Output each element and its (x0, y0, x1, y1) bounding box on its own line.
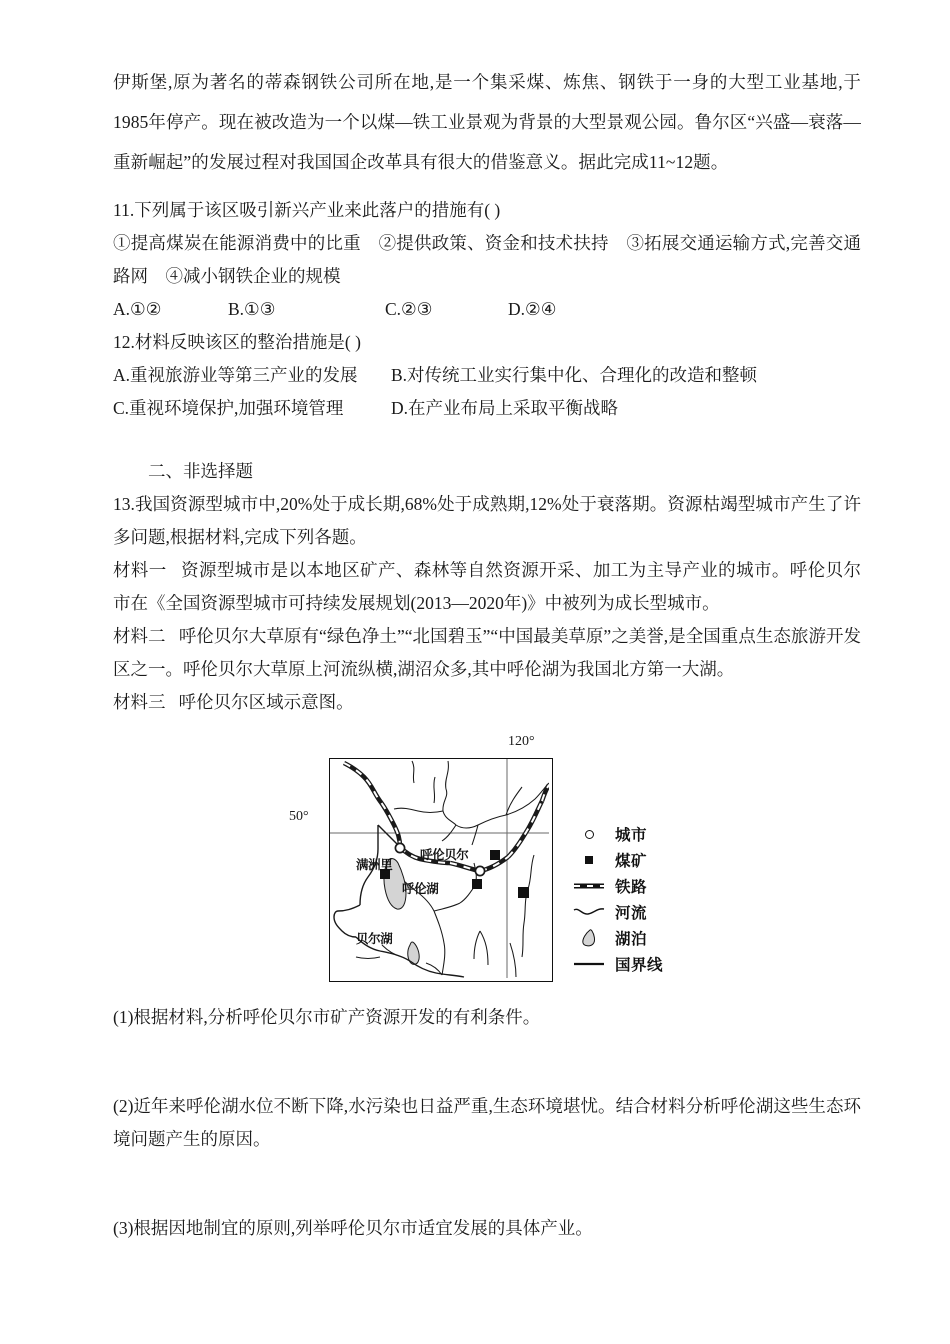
map-longitude-label: 120° (508, 734, 535, 749)
legend-row-coal-mine (571, 847, 711, 873)
question-12-option-a[interactable]: A.重视旅游业等第三产业的发展 (113, 365, 358, 385)
legend-row-river (571, 899, 711, 925)
spacer (113, 182, 861, 194)
material-2-label: 材料二 (113, 626, 166, 646)
material-3-label: 材料三 (113, 692, 166, 712)
intro-paragraph: 伊斯堡,原为著名的蒂森钢铁公司所在地,是一个集采煤、炼焦、钢铁于一身的大型工业基地,于1985年停产。现在被改造为一个以煤—铁工业景观为背景的大型景观公园。鲁尔区“兴盛—衰落—重新崛起”的发展过程对我国国企改革具有很大的借鉴意义。据此完成11~12题。 (113, 72, 861, 172)
railway-icon (571, 881, 607, 891)
map-label-manzhouli: 满洲里 (356, 858, 393, 872)
map-label-buir-lake: 贝尔湖 (356, 932, 393, 946)
map-label-hulunbuir: 呼伦贝尔 (420, 848, 469, 862)
legend-label-city: 城市 (615, 827, 648, 844)
question-13-sub-2: (2)近年来呼伦湖水位不断下降,水污染也日益严重,生态环境堪忧。结合材料分析呼伦湖这些生态环境问题产生的原因。 (113, 1096, 861, 1149)
legend-row-border (571, 951, 711, 977)
question-12-option-b[interactable]: B.对传统工业实行集中化、合理化的改造和整顿 (391, 365, 758, 385)
question-13-material-1 (113, 554, 861, 620)
question-13-stem: 13.我国资源型城市中,20%处于成长期,68%处于成熟期,12%处于衰落期。资源枯竭型城市产生了许多问题,根据材料,完成下列各题。 (113, 494, 861, 547)
document-content (113, 62, 861, 1245)
answer-space-2 (113, 1156, 861, 1212)
legend-label-border: 国界线 (615, 957, 664, 974)
border-line-icon (571, 960, 607, 968)
material-3-text: 呼伦贝尔区域示意图。 (178, 692, 354, 712)
figure-hulunbuir-map (113, 733, 861, 1001)
question-13-sub-3: (3)根据因地制宜的原则,列举呼伦贝尔市适宜发展的具体产业。 (113, 1218, 593, 1238)
coal-mine-marker-2 (472, 879, 482, 889)
map-latitude-label: 50° (289, 809, 309, 824)
question-13-material-3 (113, 686, 861, 719)
legend-label-coal-mine: 煤矿 (615, 853, 648, 870)
question-11-option-d[interactable]: D.②④ (508, 299, 557, 319)
spacer (113, 425, 861, 455)
question-12-options-row-1 (113, 359, 861, 392)
question-11-options (113, 293, 861, 326)
city-icon (571, 830, 607, 839)
question-12-option-c[interactable]: C.重视环境保护,加强环境管理 (113, 398, 344, 418)
section-2-heading: 二、非选择题 (148, 461, 253, 481)
coal-mine-marker-4 (518, 887, 529, 898)
legend-row-city (571, 821, 711, 847)
question-11-option-c[interactable]: C.②③ (385, 299, 433, 319)
question-11-stem: 11.下列属于该区吸引新兴产业来此落户的措施有( ) (113, 200, 501, 220)
answer-space-1 (113, 1034, 861, 1090)
material-2-text: 呼伦贝尔大草原有“绿色净土”“北国碧玉”“中国最美草原”之美誉,是全国重点生态旅游开发区之一。呼伦贝尔大草原上河流纵横,湖沼众多,其中呼伦湖为我国北方第一大湖。 (113, 626, 861, 679)
coal-mine-icon (571, 856, 607, 864)
legend-label-railway: 铁路 (615, 879, 648, 896)
river-icon (571, 906, 607, 918)
coal-mine-marker-3 (490, 850, 500, 860)
question-11-option-a[interactable]: A.①② (113, 299, 162, 319)
question-11-statements: ①提高煤炭在能源消费中的比重 ②提供政策、资金和技术扶持 ③拓展交通运输方式,完善交通路网 ④减小钢铁企业的规模 (113, 233, 861, 286)
map-figure-inner (283, 733, 713, 1001)
map-label-hulun-lake: 呼伦湖 (402, 882, 439, 896)
question-11-option-b[interactable]: B.①③ (228, 299, 276, 319)
question-12-options-row-2 (113, 392, 861, 425)
map-legend (571, 821, 711, 977)
legend-row-railway (571, 873, 711, 899)
legend-label-lake: 湖泊 (615, 931, 648, 948)
question-13-sub-1: (1)根据材料,分析呼伦贝尔市矿产资源开发的有利条件。 (113, 1007, 541, 1027)
material-1-label: 材料一 (113, 560, 167, 580)
city-marker-manzhouli (395, 843, 404, 852)
map-frame (329, 758, 553, 982)
question-13-material-2 (113, 620, 861, 686)
material-1-text: 资源型城市是以本地区矿产、森林等自然资源开采、加工为主导产业的城市。呼伦贝尔市在《全国资源型城市可持续发展规划(2013—2020年)》中被列为成长型城市。 (113, 560, 862, 613)
legend-row-lake (571, 925, 711, 951)
question-12-stem: 12.材料反映该区的整治措施是( ) (113, 332, 361, 352)
legend-label-river: 河流 (615, 905, 648, 922)
question-12-option-d[interactable]: D.在产业布局上采取平衡战略 (391, 398, 619, 418)
city-marker-hulunbuir (475, 866, 484, 875)
lake-icon (571, 928, 607, 948)
